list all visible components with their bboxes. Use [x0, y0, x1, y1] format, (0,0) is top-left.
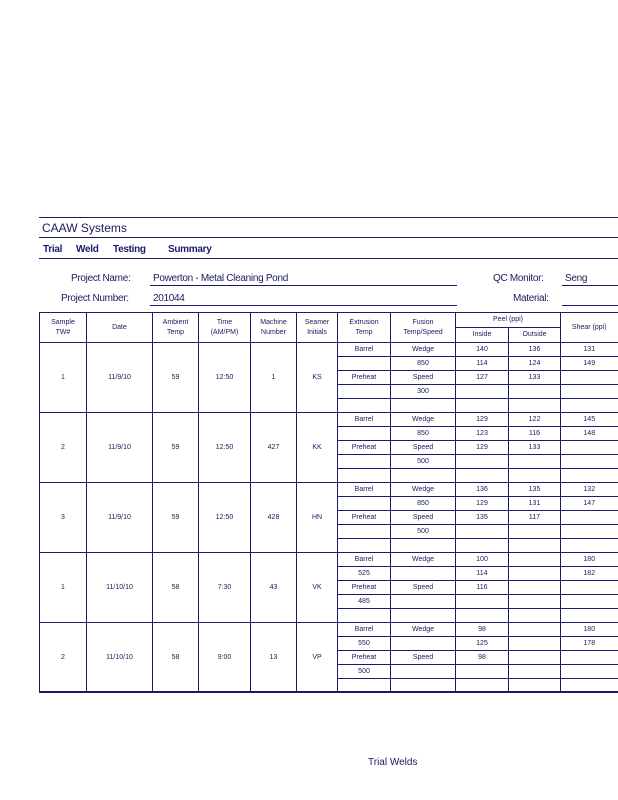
sample-ambient: 59: [153, 413, 199, 483]
table-row: [40, 343, 618, 357]
subtitle-weld: Weld: [76, 244, 99, 255]
fusion-cell: [391, 539, 456, 553]
peel-inside-cell: [456, 525, 509, 539]
peel-inside-cell: 100: [456, 553, 509, 567]
fusion-cell: [391, 399, 456, 413]
table-row: [40, 413, 618, 427]
sample-seamer: HN: [297, 483, 338, 553]
shear-cell: [561, 399, 618, 413]
header-shear: Shear (ppi): [561, 313, 618, 343]
extrusion-cell: Preheat: [338, 651, 391, 665]
peel-inside-cell: 123: [456, 427, 509, 441]
extrusion-cell: Preheat: [338, 581, 391, 595]
fusion-cell: [391, 665, 456, 679]
peel-outside-cell: [509, 385, 561, 399]
peel-inside-cell: [456, 539, 509, 553]
peel-outside-cell: [509, 539, 561, 553]
material-label: Material:: [513, 293, 549, 304]
header-outside: Outside: [509, 328, 561, 343]
company-name: CAAW Systems: [42, 221, 127, 235]
header-seamer: Seamer Initials: [297, 313, 338, 343]
fusion-cell: 850: [391, 497, 456, 511]
shear-cell: 147: [561, 497, 618, 511]
sample-time: 12:50: [199, 483, 251, 553]
sample-machine: 1: [251, 343, 297, 413]
fusion-cell: Speed: [391, 651, 456, 665]
shear-cell: 182: [561, 567, 618, 581]
fusion-cell: [391, 609, 456, 623]
qc-monitor-label: QC Monitor:: [493, 273, 544, 284]
shear-cell: 149: [561, 357, 618, 371]
fusion-cell: [391, 567, 456, 581]
peel-inside-cell: [456, 469, 509, 483]
sample-seamer: KK: [297, 413, 338, 483]
peel-outside-cell: [509, 665, 561, 679]
subtitle-rule: [39, 258, 618, 259]
sample-tw: 2: [40, 623, 87, 693]
extrusion-cell: Barrel: [338, 623, 391, 637]
peel-inside-cell: 98: [456, 651, 509, 665]
peel-inside-cell: 129: [456, 497, 509, 511]
extrusion-cell: [338, 525, 391, 539]
sample-date: 11/10/10: [87, 553, 153, 623]
peel-outside-cell: [509, 525, 561, 539]
header-time: Time (AM/PM): [199, 313, 251, 343]
sample-tw: 3: [40, 483, 87, 553]
subtitle-testing: Testing: [113, 244, 146, 255]
project-number-underline: [150, 305, 457, 306]
project-name-label: Project Name:: [71, 273, 131, 284]
peel-outside-cell: 133: [509, 441, 561, 455]
sample-seamer: VK: [297, 553, 338, 623]
peel-outside-cell: [509, 399, 561, 413]
peel-outside-cell: [509, 623, 561, 637]
extrusion-cell: [338, 399, 391, 413]
peel-inside-cell: 125: [456, 637, 509, 651]
header-date: Date: [87, 313, 153, 343]
extrusion-cell: [338, 539, 391, 553]
peel-inside-cell: 129: [456, 441, 509, 455]
bottom-rule: [39, 691, 618, 692]
sample-machine: 428: [251, 483, 297, 553]
sample-tw: 1: [40, 553, 87, 623]
header-sample: Sample TW#: [40, 313, 87, 343]
shear-cell: 148: [561, 427, 618, 441]
shear-cell: [561, 455, 618, 469]
shear-cell: [561, 539, 618, 553]
sample-time: 12:50: [199, 413, 251, 483]
project-name-underline: [150, 285, 457, 286]
sample-ambient: 59: [153, 483, 199, 553]
material-underline: [562, 305, 618, 306]
shear-cell: [561, 595, 618, 609]
extrusion-cell: Barrel: [338, 343, 391, 357]
header-fusion: Fusion Temp/Speed: [391, 313, 456, 343]
peel-outside-cell: [509, 637, 561, 651]
peel-inside-cell: [456, 385, 509, 399]
fusion-cell: Wedge: [391, 483, 456, 497]
fusion-cell: Wedge: [391, 413, 456, 427]
peel-inside-cell: 136: [456, 483, 509, 497]
extrusion-cell: Preheat: [338, 511, 391, 525]
sample-machine: 427: [251, 413, 297, 483]
shear-cell: [561, 651, 618, 665]
fusion-cell: 850: [391, 427, 456, 441]
peel-outside-cell: 135: [509, 483, 561, 497]
sample-date: 11/9/10: [87, 483, 153, 553]
peel-inside-cell: 127: [456, 371, 509, 385]
fusion-cell: [391, 469, 456, 483]
shear-cell: [561, 665, 618, 679]
fusion-cell: 300: [391, 385, 456, 399]
shear-cell: [561, 511, 618, 525]
fusion-cell: Speed: [391, 581, 456, 595]
fusion-cell: Wedge: [391, 623, 456, 637]
extrusion-cell: Barrel: [338, 553, 391, 567]
shear-cell: 180: [561, 623, 618, 637]
sample-ambient: 58: [153, 553, 199, 623]
peel-outside-cell: 133: [509, 371, 561, 385]
fusion-cell: 500: [391, 525, 456, 539]
extrusion-cell: Barrel: [338, 483, 391, 497]
shear-cell: 178: [561, 637, 618, 651]
fusion-cell: Speed: [391, 371, 456, 385]
peel-inside-cell: 116: [456, 581, 509, 595]
sample-seamer: KS: [297, 343, 338, 413]
peel-inside-cell: [456, 455, 509, 469]
sample-time: 9:00: [199, 623, 251, 693]
project-number-value: 201044: [153, 293, 185, 304]
qc-monitor-underline: [562, 285, 618, 286]
shear-cell: 145: [561, 413, 618, 427]
header-ambient: Ambient Temp: [153, 313, 199, 343]
sample-date: 11/10/10: [87, 623, 153, 693]
extrusion-cell: 500: [338, 665, 391, 679]
sample-date: 11/9/10: [87, 413, 153, 483]
sample-date: 11/9/10: [87, 343, 153, 413]
peel-outside-cell: [509, 553, 561, 567]
fusion-cell: Wedge: [391, 553, 456, 567]
peel-outside-cell: 131: [509, 497, 561, 511]
peel-outside-cell: [509, 581, 561, 595]
top-rule: [39, 217, 618, 218]
qc-monitor-value: Seng: [565, 273, 588, 284]
peel-inside-cell: 114: [456, 567, 509, 581]
peel-outside-cell: [509, 609, 561, 623]
header-peel: Peel (ppi): [456, 313, 561, 328]
peel-outside-cell: [509, 651, 561, 665]
shear-cell: [561, 581, 618, 595]
fusion-cell: Speed: [391, 511, 456, 525]
fusion-cell: Speed: [391, 441, 456, 455]
subtitle-trial: Trial: [43, 244, 63, 255]
project-name-value: Powerton - Metal Cleaning Pond: [153, 273, 288, 284]
shear-cell: [561, 441, 618, 455]
fusion-cell: [391, 637, 456, 651]
shear-cell: 131: [561, 343, 618, 357]
peel-outside-cell: [509, 469, 561, 483]
project-number-label: Project Number:: [61, 293, 129, 304]
sample-machine: 13: [251, 623, 297, 693]
sample-tw: 2: [40, 413, 87, 483]
extrusion-cell: Preheat: [338, 441, 391, 455]
peel-inside-cell: 129: [456, 413, 509, 427]
extrusion-cell: 550: [338, 637, 391, 651]
extrusion-cell: 485: [338, 595, 391, 609]
extrusion-cell: [338, 455, 391, 469]
fusion-cell: Wedge: [391, 343, 456, 357]
title-rule: [39, 237, 618, 238]
sample-time: 12:50: [199, 343, 251, 413]
footer-label: Trial Welds: [368, 757, 418, 768]
shear-cell: [561, 469, 618, 483]
shear-cell: [561, 609, 618, 623]
fusion-cell: 850: [391, 357, 456, 371]
shear-cell: 132: [561, 483, 618, 497]
shear-cell: [561, 525, 618, 539]
peel-outside-cell: 122: [509, 413, 561, 427]
table-row: [40, 553, 618, 567]
peel-inside-cell: 114: [456, 357, 509, 371]
extrusion-cell: [338, 427, 391, 441]
header-machine: Machine Number: [251, 313, 297, 343]
peel-outside-cell: 124: [509, 357, 561, 371]
shear-cell: 180: [561, 553, 618, 567]
peel-outside-cell: 136: [509, 343, 561, 357]
subtitle-summary: Summary: [168, 244, 212, 255]
sample-time: 7:30: [199, 553, 251, 623]
extrusion-cell: [338, 357, 391, 371]
peel-inside-cell: [456, 399, 509, 413]
extrusion-cell: [338, 497, 391, 511]
sample-ambient: 59: [153, 343, 199, 413]
peel-inside-cell: [456, 665, 509, 679]
sample-ambient: 58: [153, 623, 199, 693]
peel-outside-cell: 116: [509, 427, 561, 441]
sample-tw: 1: [40, 343, 87, 413]
table-row: [40, 623, 618, 637]
fusion-cell: 500: [391, 455, 456, 469]
peel-outside-cell: 117: [509, 511, 561, 525]
table-row: [40, 483, 618, 497]
shear-cell: [561, 385, 618, 399]
extrusion-cell: 525: [338, 567, 391, 581]
trial-weld-table: [39, 312, 618, 693]
fusion-cell: [391, 595, 456, 609]
sample-machine: 43: [251, 553, 297, 623]
extrusion-cell: Preheat: [338, 371, 391, 385]
extrusion-cell: [338, 469, 391, 483]
peel-inside-cell: [456, 595, 509, 609]
header-extrusion: Extrusion Temp: [338, 313, 391, 343]
extrusion-cell: [338, 609, 391, 623]
peel-outside-cell: [509, 595, 561, 609]
peel-inside-cell: 140: [456, 343, 509, 357]
sample-seamer: VP: [297, 623, 338, 693]
peel-outside-cell: [509, 567, 561, 581]
header-inside: Inside: [456, 328, 509, 343]
peel-outside-cell: [509, 455, 561, 469]
extrusion-cell: [338, 385, 391, 399]
peel-inside-cell: 98: [456, 623, 509, 637]
peel-inside-cell: 135: [456, 511, 509, 525]
extrusion-cell: Barrel: [338, 413, 391, 427]
peel-inside-cell: [456, 609, 509, 623]
shear-cell: [561, 371, 618, 385]
